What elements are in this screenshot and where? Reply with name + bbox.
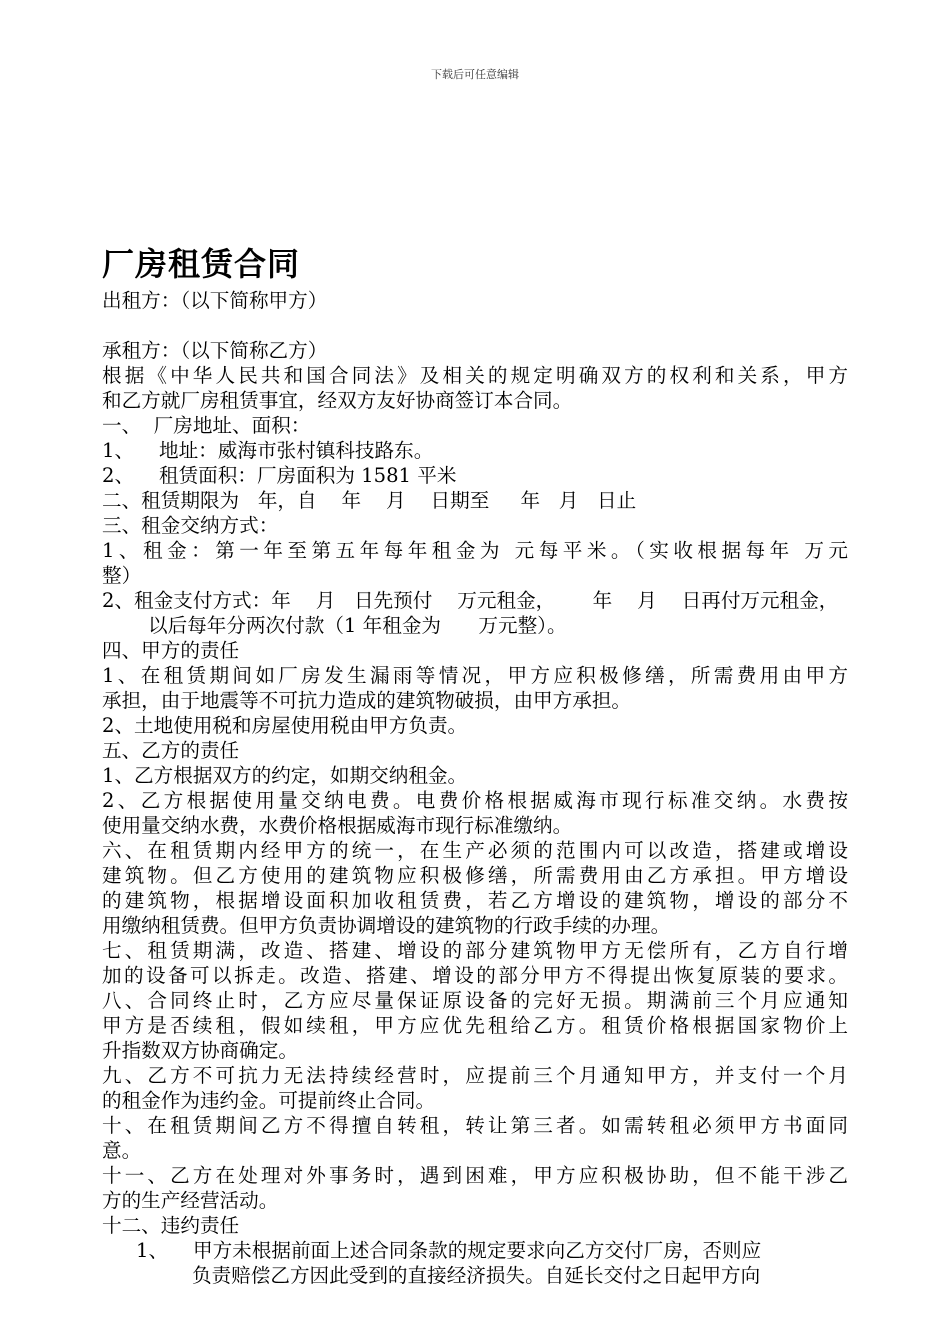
document-line: 承担，由于地震等不可抗力造成的建筑物破损，由甲方承担。: [102, 689, 632, 712]
header-note: 下载后可任意编辑: [431, 68, 519, 81]
document-line: 负责赔偿乙方因此受到的直接经济损失。自延长交付之日起甲方向: [192, 1264, 761, 1287]
document-line: 二、租赁期限为 年，自 年 月 日期至 年 月 日止: [102, 489, 637, 512]
document-line: 1、 甲方未根据前面上述合同条款的规定要求向乙方交付厂房，否则应: [136, 1239, 762, 1262]
document-line: 甲方是否续租，假如续租，甲方应优先租给乙方。租赁价格根据国家物价上: [102, 1014, 848, 1037]
document-body: [102, 288, 848, 1288]
document-line: 以后每年分两次付款（1 年租金为 万元整）。: [148, 614, 567, 637]
document-line: 和乙方就厂房租赁事宜，经双方友好协商签订本合同。: [102, 389, 573, 412]
document-line: 1、 地址：威海市张村镇科技路东。: [102, 439, 434, 462]
document-line: 整）: [102, 564, 142, 587]
document-line: 使用量交纳水费，水费价格根据威海市现行标准缴纳。: [102, 814, 573, 837]
document-line: 用缴纳租赁费。但甲方负责协调增设的建筑物的行政手续的办理。: [102, 914, 671, 937]
document-line: 2、乙方根据使用量交纳电费。电费价格根据威海市现行标准交纳。水费按: [102, 789, 848, 812]
document-line: 承租方：（以下简称乙方）: [102, 339, 328, 362]
document-line: 根据《中华人民共和国合同法》及相关的规定明确双方的权利和关系，甲方: [102, 364, 848, 387]
document-line: 十一、乙方在处理对外事务时，遇到困难，甲方应积极协助，但不能干涉乙: [102, 1164, 848, 1187]
document-line: 的租金作为违约金。可提前终止合同。: [102, 1089, 436, 1112]
document-line: 1、乙方根据双方的约定，如期交纳租金。: [102, 764, 468, 787]
document-line: 八、合同终止时，乙方应尽量保证原设备的完好无损。期满前三个月应通知: [102, 989, 848, 1012]
document-line: 意。: [102, 1139, 142, 1162]
document-line: 2、租金支付方式：年 月 日先预付 万元租金， 年 月 日再付万元租金，: [102, 589, 839, 612]
document-line: 十二、违约责任: [102, 1214, 240, 1237]
document-line: 升指数双方协商确定。: [102, 1039, 298, 1062]
document-line: 1、在租赁期间如厂房发生漏雨等情况，甲方应积极修缮，所需费用由甲方: [102, 664, 848, 687]
document-line: 六、在租赁期内经甲方的统一，在生产必须的范围内可以改造，搭建或增设: [102, 839, 848, 862]
document-line: 建筑物。但乙方使用的建筑物应积极修缮，所需费用由乙方承担。甲方增设: [102, 864, 848, 887]
document-line: 2、土地使用税和房屋使用税由甲方负责。: [102, 714, 468, 737]
document-line: 2、 租赁面积：厂房面积为 1581 平米: [102, 464, 457, 487]
blank-line: [102, 313, 848, 338]
document-line: 出租方：（以下简称甲方）: [102, 289, 328, 312]
document-line: 十、在租赁期间乙方不得擅自转租，转让第三者。如需转租必须甲方书面同: [102, 1114, 848, 1137]
page-title: 厂房租赁合同: [102, 245, 301, 283]
document-line: 1、租金：第一年至第五年每年租金为 元每平米。（实收根据每年 万元: [102, 539, 848, 562]
document-line: 九、乙方不可抗力无法持续经营时，应提前三个月通知甲方，并支付一个月: [102, 1064, 848, 1087]
document-line: 五、乙方的责任: [102, 739, 240, 762]
document-line: 四、甲方的责任: [102, 639, 240, 662]
document-line: 方的生产经营活动。: [102, 1189, 279, 1212]
document-line: 加的设备可以拆走。改造、搭建、增设的部分甲方不得提出恢复原装的要求。: [102, 964, 848, 987]
document-line: 三、租金交纳方式：: [102, 514, 279, 537]
document-line: 七、租赁期满，改造、搭建、增设的部分建筑物甲方无偿所有，乙方自行增: [102, 939, 848, 962]
document-line: 一、 厂房地址、面积：: [102, 414, 311, 437]
document-line: 的建筑物，根据增设面积加收租赁费，若乙方增设的建筑物，增设的部分不: [102, 889, 848, 912]
